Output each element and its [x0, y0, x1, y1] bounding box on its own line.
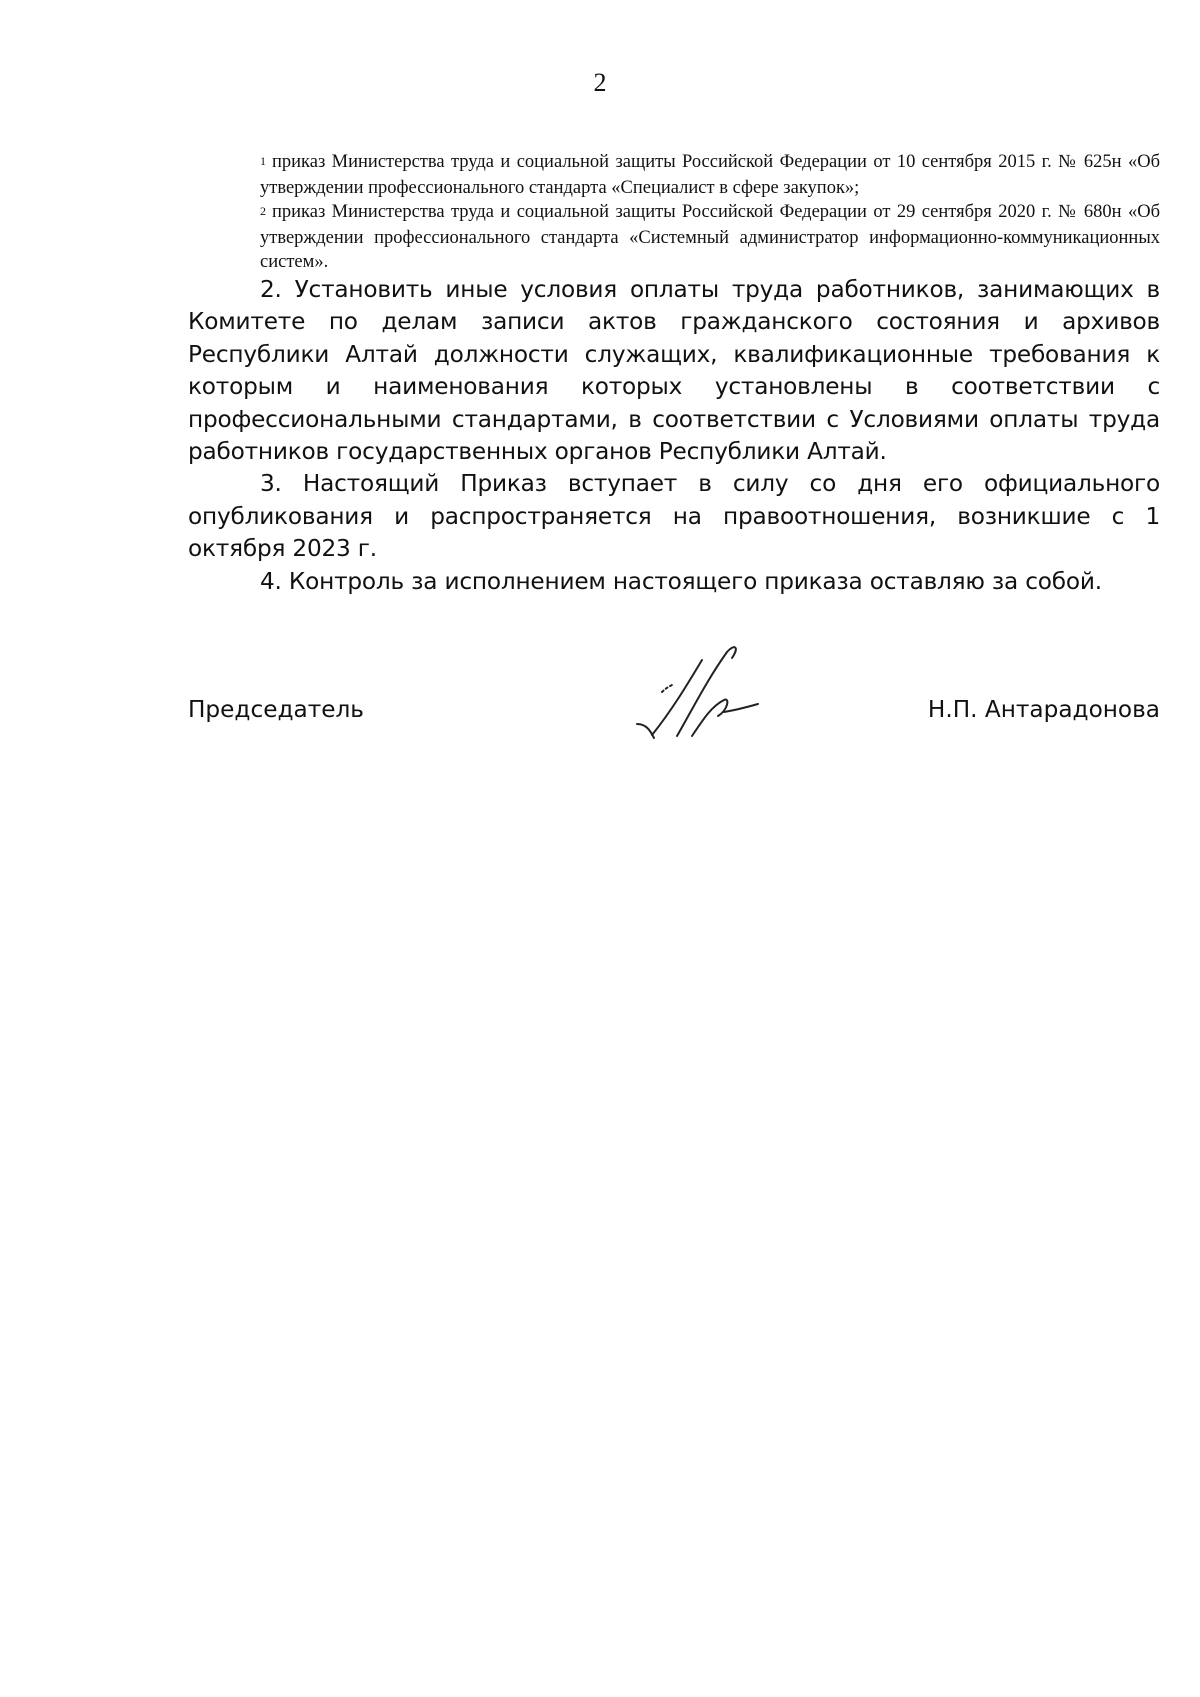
signature-stroke-6 [662, 684, 674, 692]
footnote-marker-2: 2 [260, 204, 266, 218]
page-number: 2 [593, 68, 607, 97]
footnote-2-text: приказ Министерства труда и социальной защиты Российской Федерации от 29 сентября 2020 г. № 680н «Об утверждении профессионального стандарта «Системный администратор информационно-коммуникационных систем». [260, 202, 1160, 272]
document-body [188, 274, 1160, 598]
handwritten-signature [632, 640, 782, 750]
signature-stroke-2 [677, 647, 736, 736]
signatory-name: Н.П. Антарадонова [927, 696, 1160, 723]
paragraph-4: 4. Контроль за исполнением настоящего приказа оставляю за собой. [260, 567, 1102, 595]
footnote-marker-1: 1 [260, 154, 266, 168]
footnote-1-text: приказ Министерства труда и социальной защиты Российской Федерации от 10 сентября 2015 г. № 625н «Об утверждении профессионального стандарта «Специалист в сфере закупок»; [260, 152, 1160, 198]
signatory-title: Председатель [188, 696, 364, 723]
signature-stroke-5 [637, 724, 654, 738]
footnotes [188, 150, 1160, 275]
paragraph-2: 2. Установить иные условия оплаты труда работников, занимающих в Комитете по делам записи актов гражданского состояния и архивов Республики Алтай должности служащих, квалификационные требования к которым и наименования которых установлены в соответствии с профессиональными стандартами, в соответствии с Условиями оплаты труда работников государственных органов Республики Алтай. [188, 276, 1160, 466]
footnote-2 [188, 200, 1160, 275]
signature-stroke-1 [652, 660, 702, 735]
paragraph-3: 3. Настоящий Приказ вступает в силу со дня его официального опубликования и распространяется на правоотношения, возникшие с 1 октября 2023 г. [188, 470, 1160, 563]
footnote-1 [188, 150, 1160, 200]
signature-stroke-4 [724, 704, 758, 712]
signature-stroke-3 [692, 700, 727, 736]
